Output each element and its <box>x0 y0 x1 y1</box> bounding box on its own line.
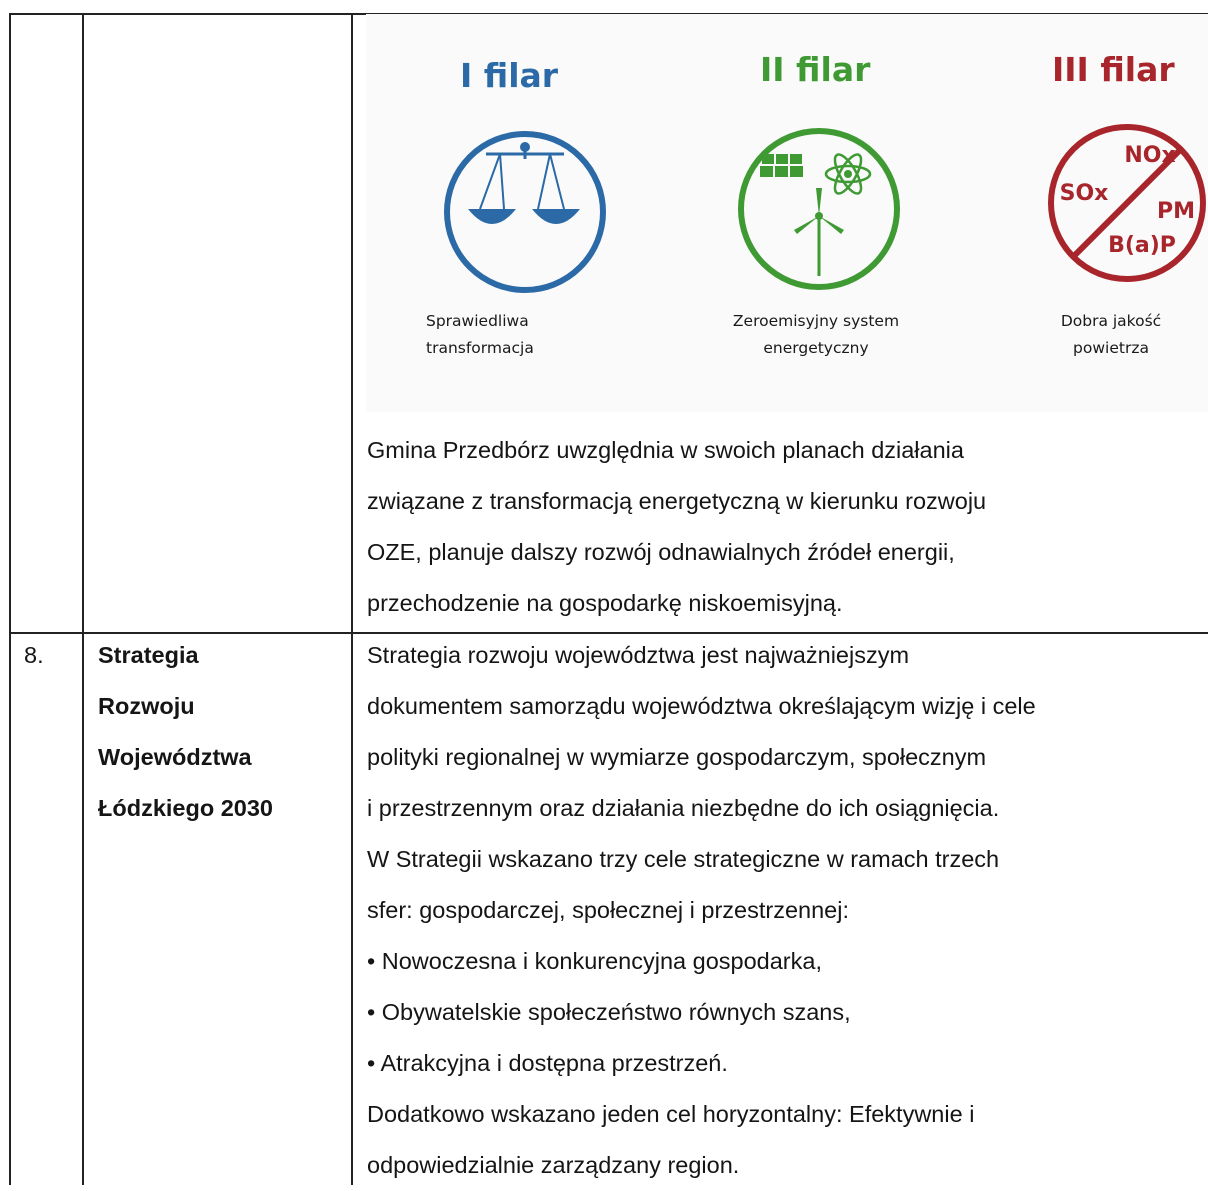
pollutant-nox: NOx <box>1124 143 1176 168</box>
column-divider-number <box>82 13 84 1185</box>
text-line: odpowiedzialnie zarządzany region. <box>367 1152 740 1178</box>
three-pillars-figure <box>366 14 1208 412</box>
bullet-item: • Obywatelskie społeczeństwo równych szans, <box>367 999 851 1025</box>
pollutant-sox: SOx <box>1059 181 1109 206</box>
pillar-2-title: II filar <box>760 50 871 89</box>
text-line: i przestrzennym oraz działania niezbędne do ich osiągnięcia. <box>367 795 1000 821</box>
pillar-2-caption: Zeroemisyjny system energetyczny <box>732 312 900 357</box>
row-8-number: 8. <box>24 642 44 668</box>
title-line: Rozwoju <box>98 693 195 719</box>
text-line: polityki regionalnej w wymiarze gospodarczym, społecznym <box>367 744 987 770</box>
text-line: sfer: gospodarczej, społecznej i przestrzennej: <box>367 897 849 923</box>
pillar-1-caption: Sprawiedliwa transformacja <box>426 312 534 357</box>
pillar-3-caption: Dobra jakość powietrza <box>1060 312 1162 357</box>
scales-icon <box>442 129 608 295</box>
row-7-description <box>367 425 986 629</box>
text-line: związane z transformacją energetyczną w kierunku rozwoju <box>367 488 987 514</box>
text-line: dokumentem samorządu województwa określającym wizję i cele <box>367 693 1036 719</box>
pollutant-pm: PM <box>1156 199 1196 224</box>
pillar-1-title: I filar <box>460 56 559 95</box>
text-line: Dodatkowo wskazano jeden cel horyzontalny: Efektywnie i <box>367 1101 975 1127</box>
row-8-title <box>98 630 273 834</box>
table-left-border <box>9 13 11 1185</box>
no-pollution-icon <box>1046 122 1208 284</box>
solar-atom-wind-icon <box>736 126 902 292</box>
column-divider-title <box>351 13 353 1185</box>
row-8-description <box>367 630 1036 1191</box>
bullet-item: • Atrakcyjna i dostępna przestrzeń. <box>367 1050 728 1076</box>
text-line: Strategia rozwoju województwa jest najważniejszym <box>367 642 910 668</box>
title-line: Województwa <box>98 744 252 770</box>
title-line: Łódzkiego 2030 <box>98 795 273 821</box>
text-line: przechodzenie na gospodarkę niskoemisyjną. <box>367 590 843 616</box>
bullet-item: • Nowoczesna i konkurencyjna gospodarka, <box>367 948 822 974</box>
text-line: W Strategii wskazano trzy cele strategiczne w ramach trzech <box>367 846 1000 872</box>
pollutant-bap: B(a)P <box>1108 233 1176 258</box>
title-line: Strategia <box>98 642 199 668</box>
pillar-3-title: III filar <box>1052 50 1175 89</box>
text-line: OZE, planuje dalszy rozwój odnawialnych źródeł energii, <box>367 539 955 565</box>
text-line: Gmina Przedbórz uwzględnia w swoich planach działania <box>367 437 964 463</box>
